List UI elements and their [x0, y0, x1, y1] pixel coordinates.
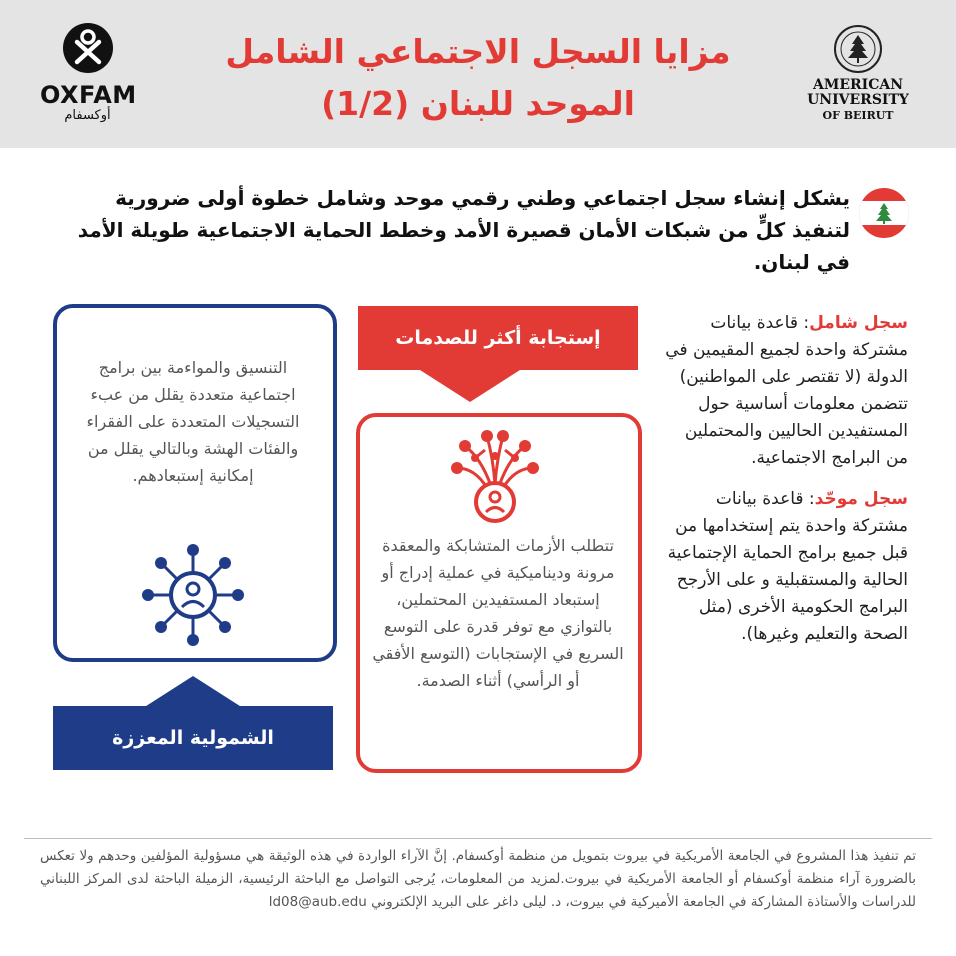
aub-cedar-seal-icon: [833, 24, 883, 74]
aub-line-1: AMERICAN: [812, 77, 903, 93]
inclusion-arrow-icon: [143, 676, 243, 708]
network-shock-icon: [445, 428, 545, 526]
network-people-icon: [138, 540, 248, 650]
shock-text: تتطلب الأزمات المتشابكة والمعقدة مرونة وديناميكية في عملية إدراج أو إستبعاد المستفيدين المحتملين، بالتوازي مع توفر قدرة على التوسع السريع في الإستجابات (التوسع الأفقي أو الرأسي) أثناء الصدمة.: [372, 536, 624, 690]
oxfam-symbol-icon: [62, 22, 114, 74]
title-line-2: الموحد للبنان (1/2): [321, 84, 635, 123]
term-unified: سجل موحّد: [814, 489, 908, 509]
aub-logo: [806, 24, 910, 123]
definition-comprehensive: [658, 310, 908, 472]
definition-unified: [658, 486, 908, 648]
oxfam-logo: [40, 22, 135, 124]
shock-arrow-icon: [420, 370, 520, 402]
aub-line-3: OF BEIRUT: [822, 109, 894, 122]
shock-banner: إستجابة أكثر للصدمات: [358, 306, 638, 370]
inclusion-text: التنسيق والمواءمة بين برامج اجتماعية متعددة يقلل من عبء التسجيلات المتعددة على الفقراء والفئات الهشة وبالتالي يقلل من إمكانية إستبعادهم.: [86, 358, 300, 485]
aub-line-2: UNIVERSITY: [807, 92, 909, 108]
oxfam-arabic-name: أوكسفام: [64, 108, 111, 123]
term-comprehensive: سجل شامل: [809, 313, 908, 333]
definition-comprehensive-text: : قاعدة بيانات مشتركة واحدة لجميع المقيمين في الدولة (لا تقتصر على المواطنين) تتضمن معلومات أساسية حول المستفيدين الحاليين والمحتملين من البرامج الاجتماعية.: [665, 313, 908, 468]
lebanon-flag-icon: [859, 188, 909, 238]
footer-disclaimer: تم تنفيذ هذا المشروع في الجامعة الأمريكية في بيروت بتمويل من منظمة أوكسفام. إنَّ الآراء الواردة في هذه الوثيقة هي مسؤولية المؤلفين وحدهم ولا تعكس بالضرورة آراء منظمة أوكسفام أو الجامعة الأمريكية في بيروت.لمزيد من المعلومات، يُرجى التواصل مع الباحثة الرئيسية، الزميلة الباحثة لدى المركز اللبناني للدراسات والأستاذة المشاركة في الجامعة الأميركية في بيروت، د. ليلى داغر على البريد الإلكتروني ld08@aub.edu: [40, 848, 916, 910]
inclusion-banner: الشمولية المعززة: [53, 706, 333, 770]
footer-divider: [24, 838, 932, 839]
definitions: [658, 310, 908, 648]
page-title: [220, 26, 736, 130]
oxfam-wordmark: OXFAM: [40, 81, 137, 109]
intro-statement: يشكل إنشاء سجل اجتماعي وطني رقمي موحد وشامل خطوة أولى ضرورية لتنفيذ كلٍّ من شبكات الأمان قصيرة الأمد وخطط الحماية الاجتماعية طويلة الأمد في لبنان.: [77, 186, 850, 274]
definition-unified-text: : قاعدة بيانات مشتركة واحدة يتم إستخدامها من قبل جميع برامج الحماية الإجتماعية الحالية والمستقبلية و على الأرجح البرامج الحكومية الأخرى (مثل الصحة والتعليم وغيرها).: [667, 489, 908, 644]
title-line-1: مزايا السجل الاجتماعي الشامل: [225, 32, 731, 71]
